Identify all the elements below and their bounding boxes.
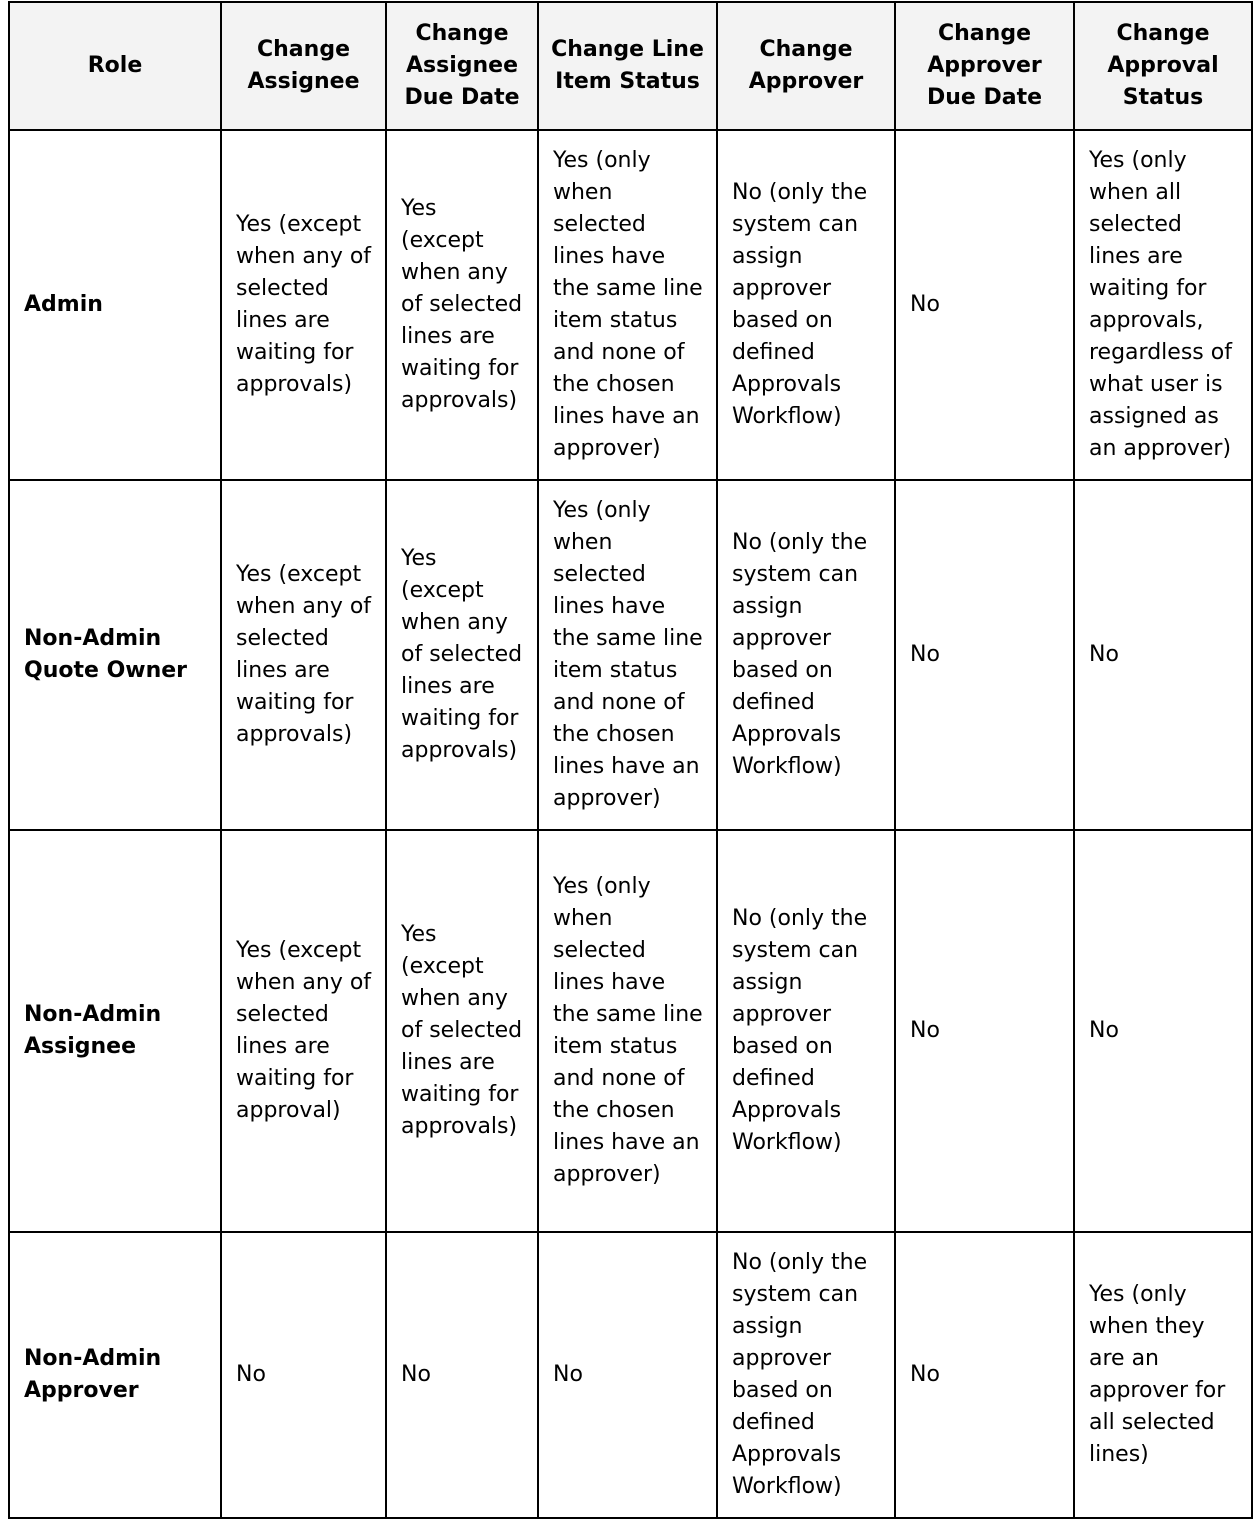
- change-approver-cell: No (only the system can assign approver based on defined Approvals Workflow): [717, 480, 895, 830]
- permissions-table: [8, 1, 1253, 1519]
- role-cell: Admin: [9, 130, 221, 480]
- change-approver-cell: No (only the system can assign approver based on defined Approvals Workflow): [717, 1232, 895, 1518]
- header-change-line-item-status: Change Line Item Status: [538, 2, 717, 130]
- change-line-item-status-cell: Yes (only when selected lines have the same line item status and none of the chosen lines have an approver): [538, 830, 717, 1232]
- role-cell: Non-Admin Quote Owner: [9, 480, 221, 830]
- change-line-item-status-cell: Yes (only when selected lines have the same line item status and none of the chosen lines have an approver): [538, 130, 717, 480]
- change-approval-status-cell: Yes (only when they are an approver for all selected lines): [1074, 1232, 1252, 1518]
- change-approver-cell: No (only the system can assign approver based on defined Approvals Workflow): [717, 130, 895, 480]
- table-row: [9, 480, 1252, 830]
- change-assignee-due-date-cell: Yes (except when any of selected lines are waiting for approvals): [386, 130, 538, 480]
- change-approval-status-cell: No: [1074, 480, 1252, 830]
- change-approver-cell: No (only the system can assign approver based on defined Approvals Workflow): [717, 830, 895, 1232]
- change-line-item-status-cell: No: [538, 1232, 717, 1518]
- table-row: [9, 1232, 1252, 1518]
- change-approval-status-cell: Yes (only when all selected lines are waiting for approvals, regardless of what user is assigned as an approver): [1074, 130, 1252, 480]
- header-role: Role: [9, 2, 221, 130]
- header-change-approver: Change Approver: [717, 2, 895, 130]
- change-assignee-due-date-cell: Yes (except when any of selected lines are waiting for approvals): [386, 480, 538, 830]
- change-assignee-cell: No: [221, 1232, 386, 1518]
- header-change-approver-due-date: Change Approver Due Date: [895, 2, 1074, 130]
- header-change-approval-status: Change Approval Status: [1074, 2, 1252, 130]
- role-cell: Non-Admin Assignee: [9, 830, 221, 1232]
- change-approver-due-date-cell: No: [895, 130, 1074, 480]
- header-change-assignee-due-date: Change Assignee Due Date: [386, 2, 538, 130]
- change-line-item-status-cell: Yes (only when selected lines have the same line item status and none of the chosen lines have an approver): [538, 480, 717, 830]
- change-approval-status-cell: No: [1074, 830, 1252, 1232]
- header-change-assignee: Change Assignee: [221, 2, 386, 130]
- role-cell: Non-Admin Approver: [9, 1232, 221, 1518]
- change-assignee-cell: Yes (except when any of selected lines are waiting for approvals): [221, 130, 386, 480]
- change-assignee-cell: Yes (except when any of selected lines are waiting for approval): [221, 830, 386, 1232]
- change-assignee-due-date-cell: No: [386, 1232, 538, 1518]
- change-assignee-due-date-cell: Yes (except when any of selected lines are waiting for approvals): [386, 830, 538, 1232]
- table-row: [9, 830, 1252, 1232]
- change-approver-due-date-cell: No: [895, 1232, 1074, 1518]
- change-approver-due-date-cell: No: [895, 480, 1074, 830]
- change-approver-due-date-cell: No: [895, 830, 1074, 1232]
- table-row: [9, 130, 1252, 480]
- change-assignee-cell: Yes (except when any of selected lines are waiting for approvals): [221, 480, 386, 830]
- header-row: [9, 2, 1252, 130]
